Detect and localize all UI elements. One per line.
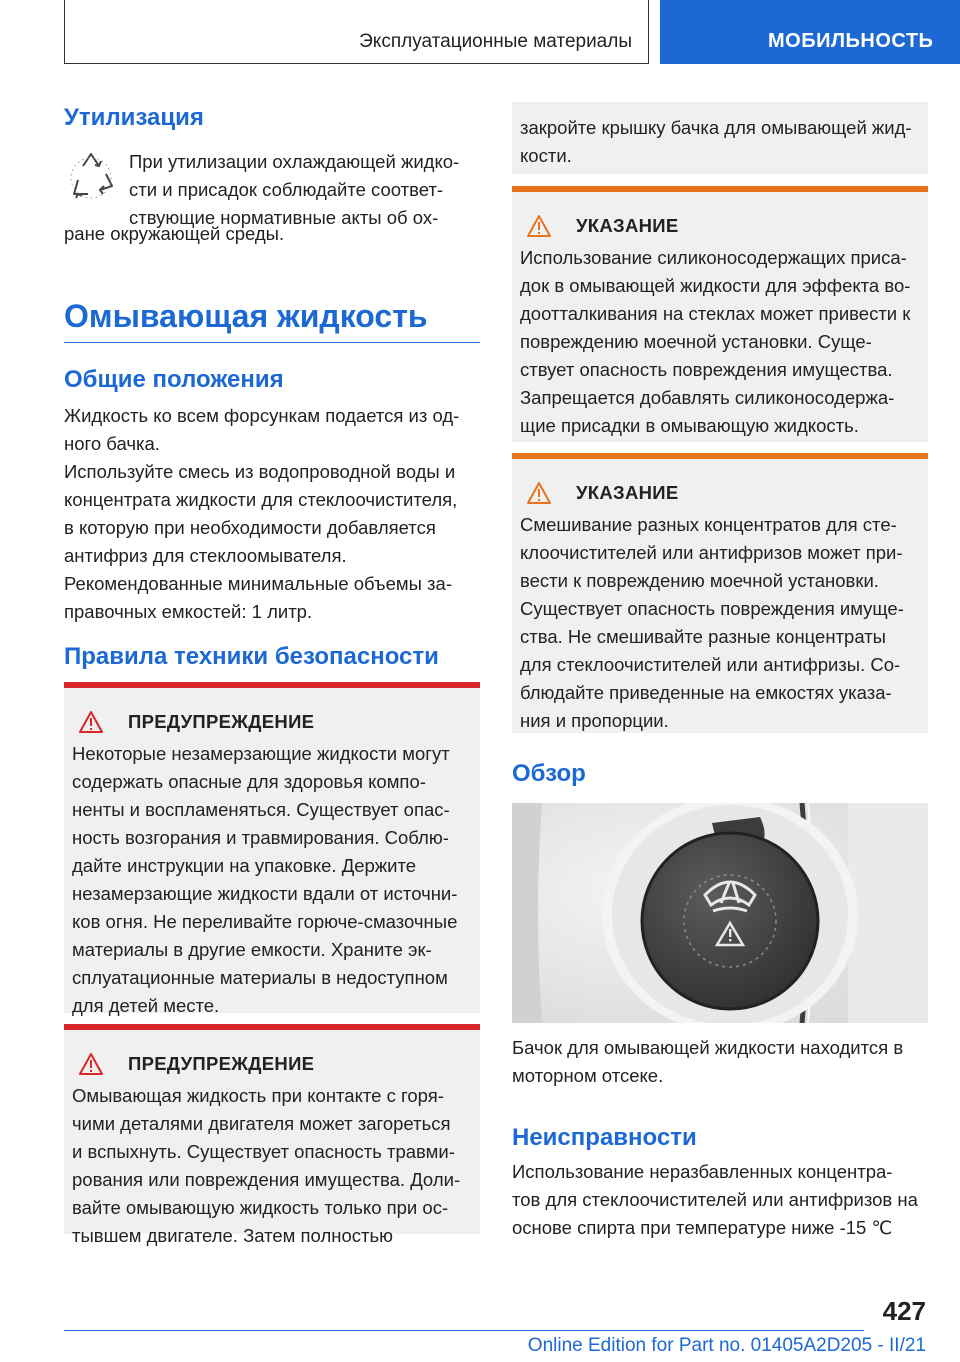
warning-label: ПРЕДУПРЕЖДЕНИЕ	[128, 1053, 315, 1074]
notice-label: УКАЗАНИЕ	[576, 215, 679, 236]
general-heading: Общие положения	[64, 366, 284, 393]
warning-triangle-icon	[78, 1052, 104, 1076]
disposal-text-full: ране окружающей среды.	[64, 223, 285, 244]
notice-label: УКАЗАНИЕ	[576, 482, 679, 503]
general-para-1: Жидкость ко всем форсункам подается из од- ного бачка.	[64, 405, 460, 454]
edition-footer: Online Edition for Part no. 01405A2D205 - II/21	[527, 1335, 926, 1356]
faults-heading: Неисправности	[512, 1124, 697, 1151]
notice-text: Использование силиконосодержащих приса- док в омывающей жидкости для эффекта во- доотталкивания на стеклах может привести к повреждению моечной установки. Суще- ствует опасность повреждения имущества. Запрещается добавлять силиконосодержа- щие присадки в омывающую жидкость.	[520, 247, 911, 436]
warning-text: Некоторые незамерзающие жидкости могут содержать опасные для здоровья компо- ненты и воспламеняться. Существует опас- ность возгорания и травмирования. Соблю- дайте инструкции на упаковке. Держите незамерзающие жидкости вдали от источни- ков огня. Не переливайте горюче-смазочные материалы в другие емкости. Храните эк- сплуатационные материалы в недоступном для детей месте.	[72, 743, 458, 1016]
warning-bar	[64, 1024, 480, 1030]
warning-bar	[64, 682, 480, 688]
notice-box-1	[512, 186, 928, 442]
general-para-3: Рекомендованные минимальные объемы за- правочных емкостей: 1 литр.	[64, 573, 452, 622]
warning-box-1	[64, 682, 480, 1016]
washer-reservoir-photo	[512, 803, 928, 1023]
header-chapter-title: МОБИЛЬНОСТЬ	[768, 30, 934, 52]
notice-text: Смешивание разных концентратов для сте- клоочистителей или антифризов может при- вести к повреждению моечной установки. Существует опасность повреждения имуще- ства. Не смешивайте разные концентраты для стеклоочистителей или антифризы. Со- блюдайте приведенные на емкостях указа- ния и пропорции.	[520, 514, 904, 731]
disposal-text-indented: При утилизации охлаждающей жидко- сти и присадок соблюдайте соответ- ствующие нормативные акты об ох-	[129, 151, 460, 228]
overview-caption: Бачок для омывающей жидкости находится в моторном отсеке.	[512, 1037, 904, 1086]
warning-label: ПРЕДУПРЕЖДЕНИЕ	[128, 711, 315, 732]
warning-text: Омывающая жидкость при контакте с горя- чими деталями двигателя может загореться и вспыхнуть. Существует опасность травми- рования или повреждения имущества. Доли- вайте омывающую жидкость только при ос- тывшем двигателе. Затем полностью	[72, 1085, 461, 1246]
safety-heading: Правила техники безопасности	[64, 643, 439, 670]
title-rule	[64, 342, 480, 343]
page-number: 427	[882, 1296, 926, 1326]
notice-bar	[512, 186, 928, 192]
general-para-2: Используйте смесь из водопроводной воды и концентрата жидкости для стеклоочистителя, в которую при необходимости добавляется антифриз для стеклоомывателя.	[64, 461, 458, 566]
header-section-title: Эксплуатационные материалы	[359, 31, 632, 52]
warning-triangle-icon	[78, 710, 104, 734]
recycling-icon	[66, 146, 116, 204]
warning-triangle-icon	[526, 214, 552, 238]
faults-text: Использование неразбавленных концентра- тов для стеклоочистителей или антифризов на основе спирта при температуре ниже -15 ℃	[512, 1161, 918, 1238]
washer-fluid-title: Омывающая жидкость	[64, 298, 428, 334]
warning-box-2	[64, 1024, 480, 1246]
notice-box-2	[512, 453, 928, 733]
warning-triangle-icon	[526, 481, 552, 505]
notice-bar	[512, 453, 928, 459]
header-section-tab	[64, 0, 649, 64]
windshield-washer-symbol-icon	[699, 865, 761, 951]
footer-rule	[64, 1330, 864, 1331]
disposal-heading: Утилизация	[64, 104, 204, 131]
overview-heading: Обзор	[512, 760, 586, 787]
header-chapter-tab	[660, 0, 960, 64]
warning-continuation: закройте крышку бачка для омывающей жид- кости.	[512, 102, 928, 174]
